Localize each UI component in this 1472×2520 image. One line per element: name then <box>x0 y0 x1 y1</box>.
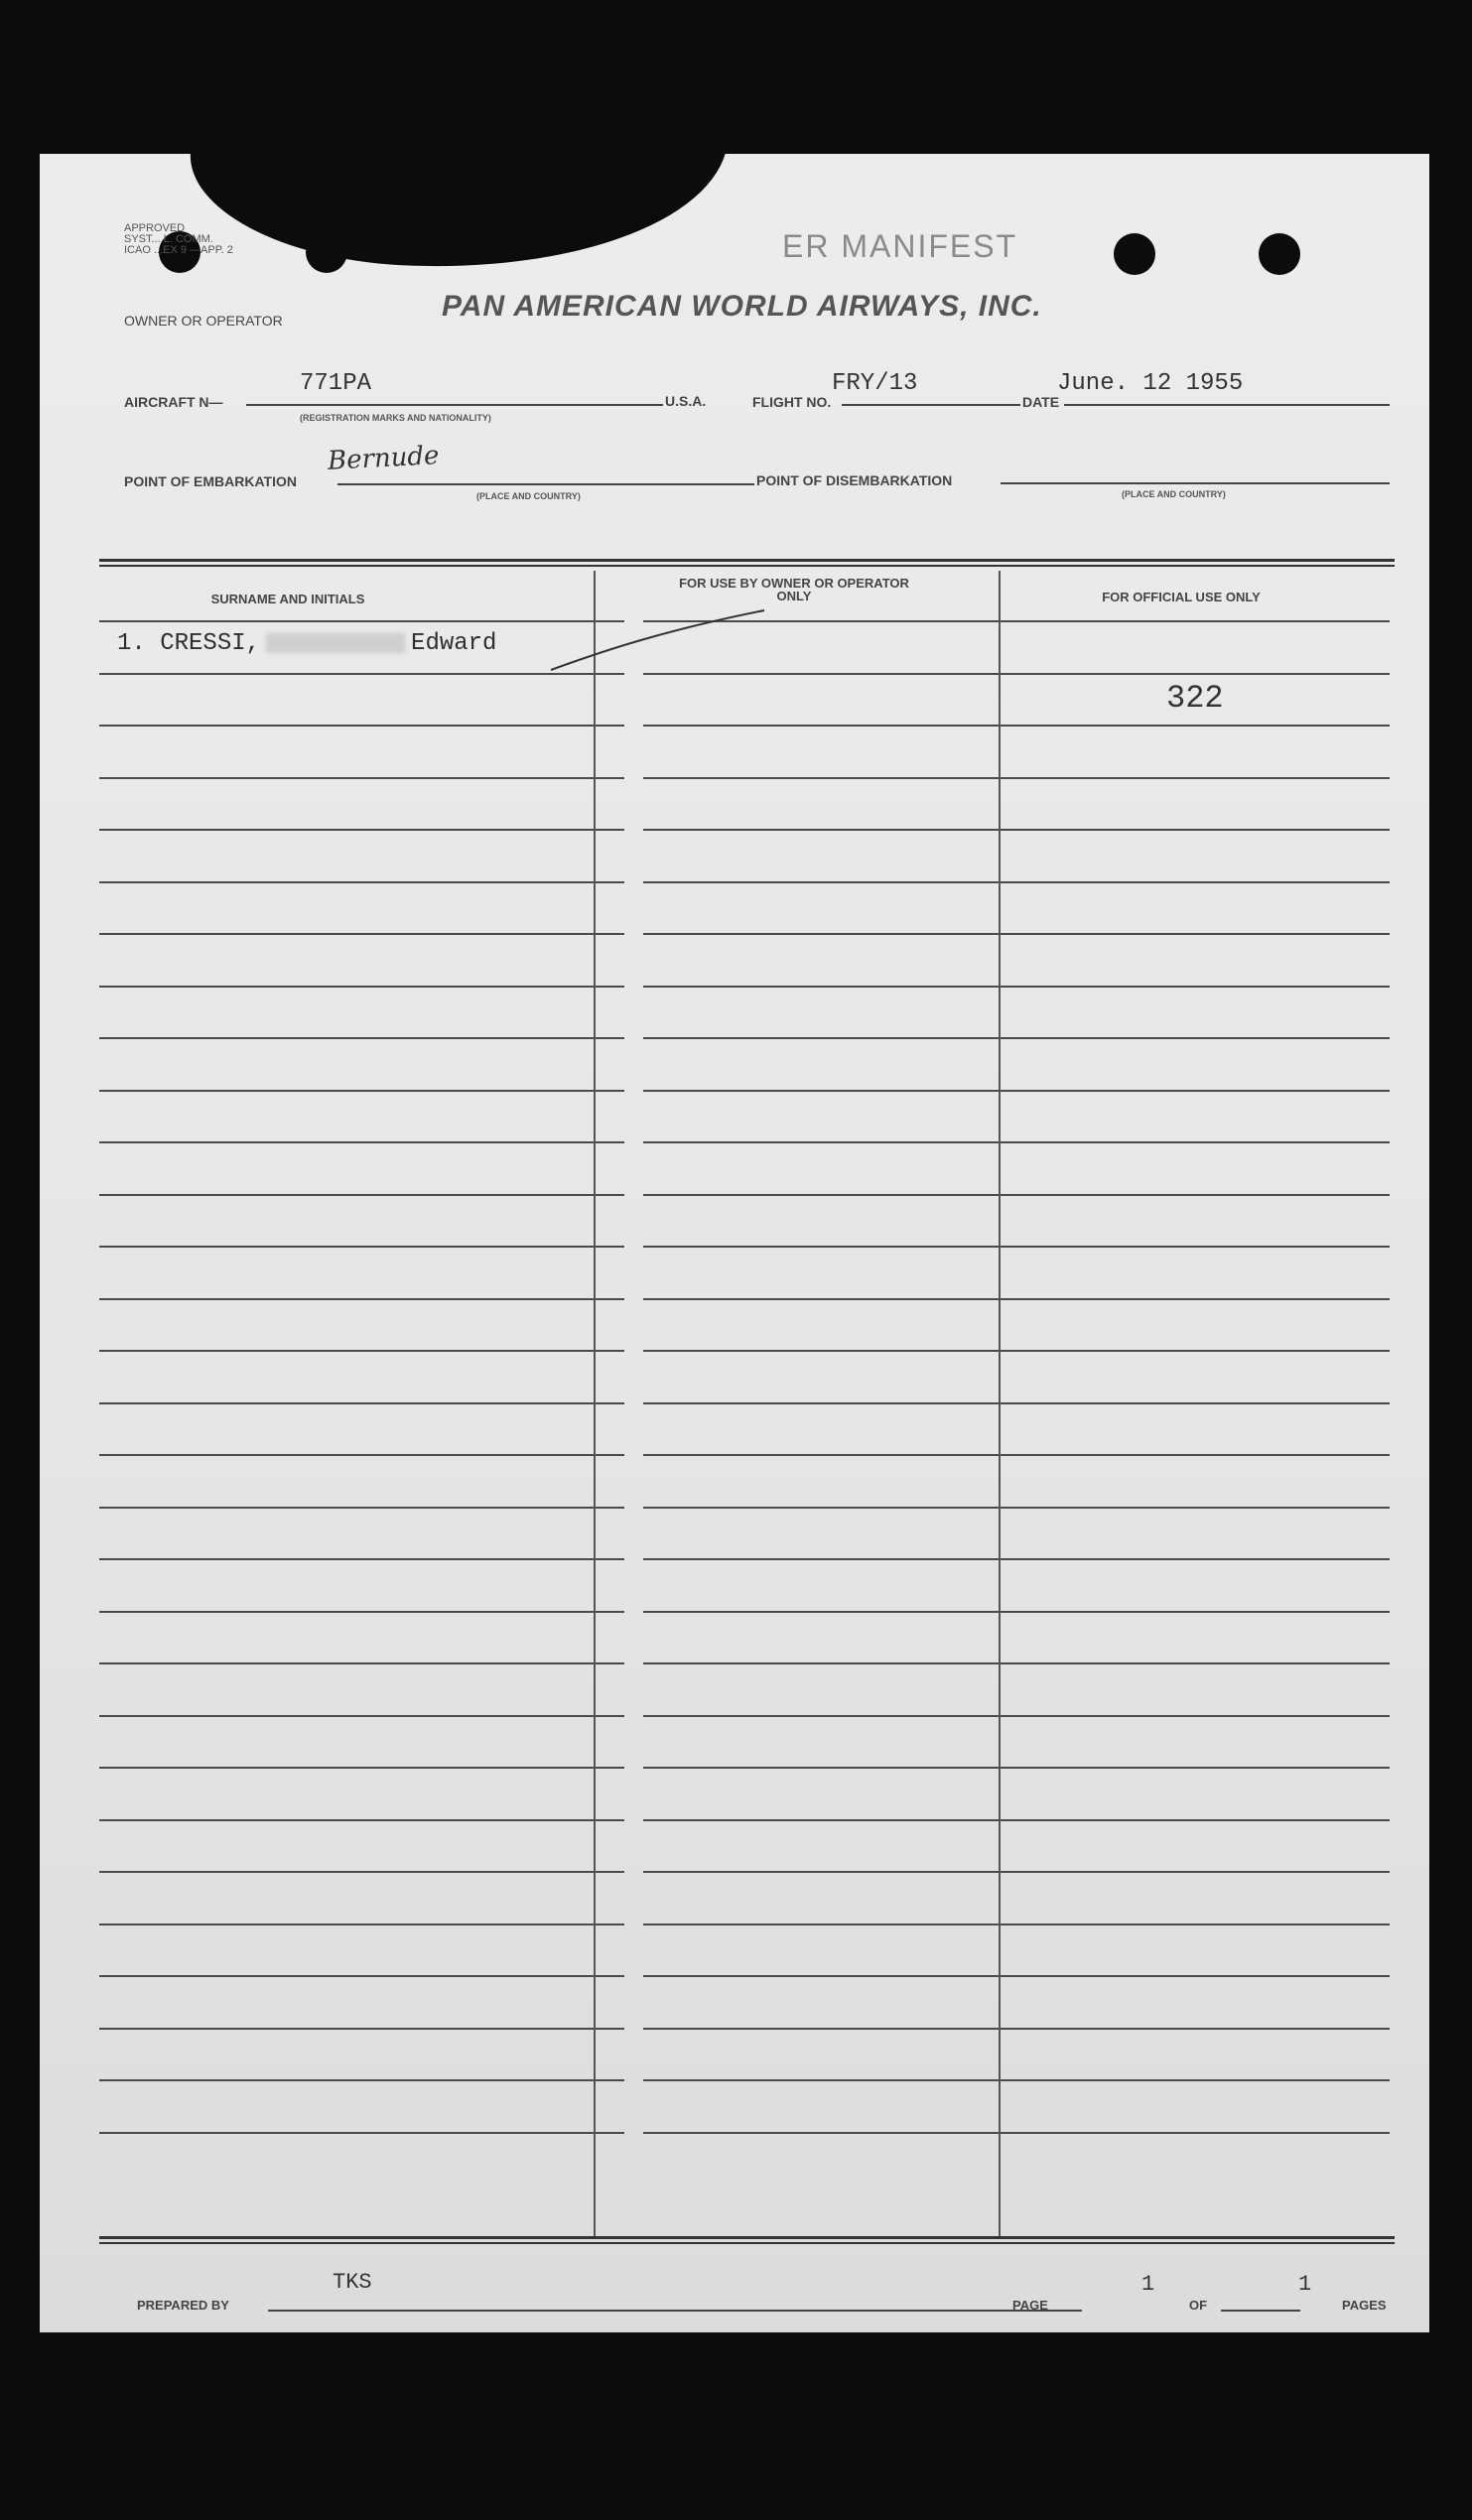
ruled-line <box>376 1298 624 1300</box>
ruled-line <box>99 1662 402 1664</box>
entry-surname: CRESSI, <box>160 630 261 657</box>
ruled-line <box>643 1194 1390 1196</box>
ruled-line <box>99 1715 402 1717</box>
torn-corner <box>186 154 729 282</box>
ruled-line <box>99 933 402 935</box>
ruled-line <box>99 829 402 831</box>
prepared-label: PREPARED BY <box>137 2298 229 2313</box>
ruled-line <box>376 1558 624 1560</box>
ruled-line <box>99 1767 402 1769</box>
ruled-line <box>99 1819 402 1821</box>
ruled-line <box>376 1923 624 1925</box>
ruled-line <box>99 1975 402 1977</box>
aircraft-label: AIRCRAFT N— <box>124 394 223 410</box>
ruled-line <box>643 1662 1390 1664</box>
owner-label: OWNER OR OPERATOR <box>124 313 283 329</box>
ruled-line <box>643 1350 1390 1352</box>
ruled-line <box>99 777 402 779</box>
ruled-line <box>376 1454 624 1456</box>
ruled-line <box>643 725 1390 727</box>
ruled-line <box>643 1611 1390 1613</box>
ruled-line <box>99 1923 402 1925</box>
column-header-surname: SURNAME AND INITIALS <box>210 592 365 606</box>
ruled-line <box>99 1871 402 1873</box>
ruled-line <box>99 1402 402 1404</box>
ruled-line <box>643 1246 1390 1248</box>
approval-line: SYST... L. COMM. <box>124 233 213 245</box>
ruled-line <box>99 1558 402 1560</box>
airline-name: PAN AMERICAN WORLD AIRWAYS, INC. <box>442 290 1042 323</box>
ruled-line <box>376 725 624 727</box>
ruled-line <box>643 2079 1390 2081</box>
ruled-line <box>376 1246 624 1248</box>
ruled-line <box>99 881 402 883</box>
ruled-line <box>643 1558 1390 1560</box>
ruled-line <box>376 2079 624 2081</box>
ruled-line <box>376 1037 624 1039</box>
ruled-line <box>99 986 402 988</box>
ruled-line <box>376 1871 624 1873</box>
ruled-line <box>376 986 624 988</box>
embarkation-value: Bernude <box>327 441 441 476</box>
embarkation-underline <box>337 483 754 485</box>
approval-line: ICAO ...EX 9 —APP. 2 <box>124 244 233 256</box>
entry-number: 1. <box>117 630 146 657</box>
entry-given-name: Edward <box>411 630 497 657</box>
ruled-line <box>99 725 402 727</box>
ruled-line <box>643 1507 1390 1509</box>
punch-hole <box>306 231 347 273</box>
usa-label: U.S.A. <box>665 393 707 409</box>
pages-value: 1 <box>1298 2272 1312 2297</box>
ruled-line <box>376 1767 624 1769</box>
column-divider <box>594 571 596 2236</box>
approval-note <box>124 223 233 256</box>
official-number: 322 <box>1166 680 1224 717</box>
ruled-line <box>643 881 1390 883</box>
ruled-line <box>376 1507 624 1509</box>
column-header-owner: FOR USE BY OWNER OR OPERATOR ONLY <box>679 576 909 603</box>
flight-underline <box>842 404 1020 406</box>
ruled-line <box>643 1454 1390 1456</box>
handwritten-stroke <box>546 600 774 680</box>
ruled-line <box>376 933 624 935</box>
ruled-line <box>376 1975 624 1977</box>
registration-sub: (REGISTRATION MARKS AND NATIONALITY) <box>300 413 491 423</box>
of-underline <box>1221 2310 1300 2312</box>
flight-value: FRY/13 <box>832 370 918 397</box>
prepared-underline <box>268 2310 1082 2312</box>
ruled-line <box>643 1402 1390 1404</box>
table-row <box>117 630 496 657</box>
ruled-line <box>643 1871 1390 1873</box>
ruled-line <box>376 1819 624 1821</box>
ruled-line <box>99 2028 402 2030</box>
disembarkation-underline <box>1001 482 1390 484</box>
ruled-line <box>643 777 1390 779</box>
ruled-line <box>643 2132 1390 2134</box>
page-label: PAGE <box>1012 2298 1048 2313</box>
ruled-line <box>99 1090 402 1092</box>
ruled-line <box>643 1767 1390 1769</box>
ruled-line <box>99 1037 402 1039</box>
ruled-line <box>376 1194 624 1196</box>
ruled-line <box>99 1298 402 1300</box>
ruled-line <box>99 2079 402 2081</box>
page-value: 1 <box>1141 2272 1155 2297</box>
approval-line: APPROVED <box>124 222 186 234</box>
ruled-line <box>643 829 1390 831</box>
ruled-line <box>99 2132 402 2134</box>
manifest-sheet <box>40 154 1429 2332</box>
ruled-line <box>99 620 402 622</box>
ruled-line <box>643 1090 1390 1092</box>
redaction-mark <box>266 633 405 653</box>
punch-hole <box>1114 233 1155 275</box>
pages-label: PAGES <box>1342 2298 1387 2313</box>
ruled-line <box>376 777 624 779</box>
ruled-line <box>376 2028 624 2030</box>
ruled-line <box>376 1715 624 1717</box>
column-divider <box>999 571 1001 2236</box>
ruled-line <box>376 829 624 831</box>
embarkation-sub: (PLACE AND COUNTRY) <box>476 491 581 501</box>
ruled-line <box>643 2028 1390 2030</box>
date-label: DATE <box>1022 394 1060 410</box>
ruled-line <box>643 986 1390 988</box>
ruled-line <box>643 1141 1390 1143</box>
embarkation-label: POINT OF EMBARKATION <box>124 473 297 489</box>
ruled-line <box>376 1402 624 1404</box>
ruled-line <box>643 1298 1390 1300</box>
ruled-line <box>643 933 1390 935</box>
disembarkation-label: POINT OF DISEMBARKATION <box>756 472 953 488</box>
form-title: ER MANIFEST <box>782 228 1018 264</box>
date-value: June. 12 1955 <box>1057 370 1244 397</box>
table-top-rule <box>99 559 1395 567</box>
ruled-line <box>376 881 624 883</box>
ruled-line <box>99 1246 402 1248</box>
ruled-line <box>643 1923 1390 1925</box>
ruled-line <box>99 1194 402 1196</box>
ruled-line <box>99 1141 402 1143</box>
ruled-line <box>99 1454 402 1456</box>
ruled-line <box>99 1350 402 1352</box>
ruled-line <box>376 1141 624 1143</box>
punch-hole <box>1259 233 1300 275</box>
ruled-line <box>99 673 402 675</box>
flight-label: FLIGHT NO. <box>752 394 832 410</box>
table-bottom-rule <box>99 2236 1395 2244</box>
ruled-line <box>376 1090 624 1092</box>
aircraft-value: 771PA <box>300 370 372 397</box>
aircraft-underline <box>246 404 663 406</box>
ruled-line <box>376 1611 624 1613</box>
ruled-line <box>376 1350 624 1352</box>
disembarkation-sub: (PLACE AND COUNTRY) <box>1122 489 1226 499</box>
ruled-line <box>376 1662 624 1664</box>
of-label: OF <box>1189 2298 1208 2313</box>
ruled-line <box>643 1975 1390 1977</box>
ruled-line <box>99 1507 402 1509</box>
prepared-value: TKS <box>333 2270 372 2295</box>
ruled-line <box>643 1715 1390 1717</box>
ruled-line <box>643 1037 1390 1039</box>
ruled-line <box>643 1819 1390 1821</box>
ruled-line <box>99 1611 402 1613</box>
ruled-line <box>376 2132 624 2134</box>
column-header-official: FOR OFFICIAL USE ONLY <box>1102 590 1261 604</box>
date-underline <box>1064 404 1390 406</box>
